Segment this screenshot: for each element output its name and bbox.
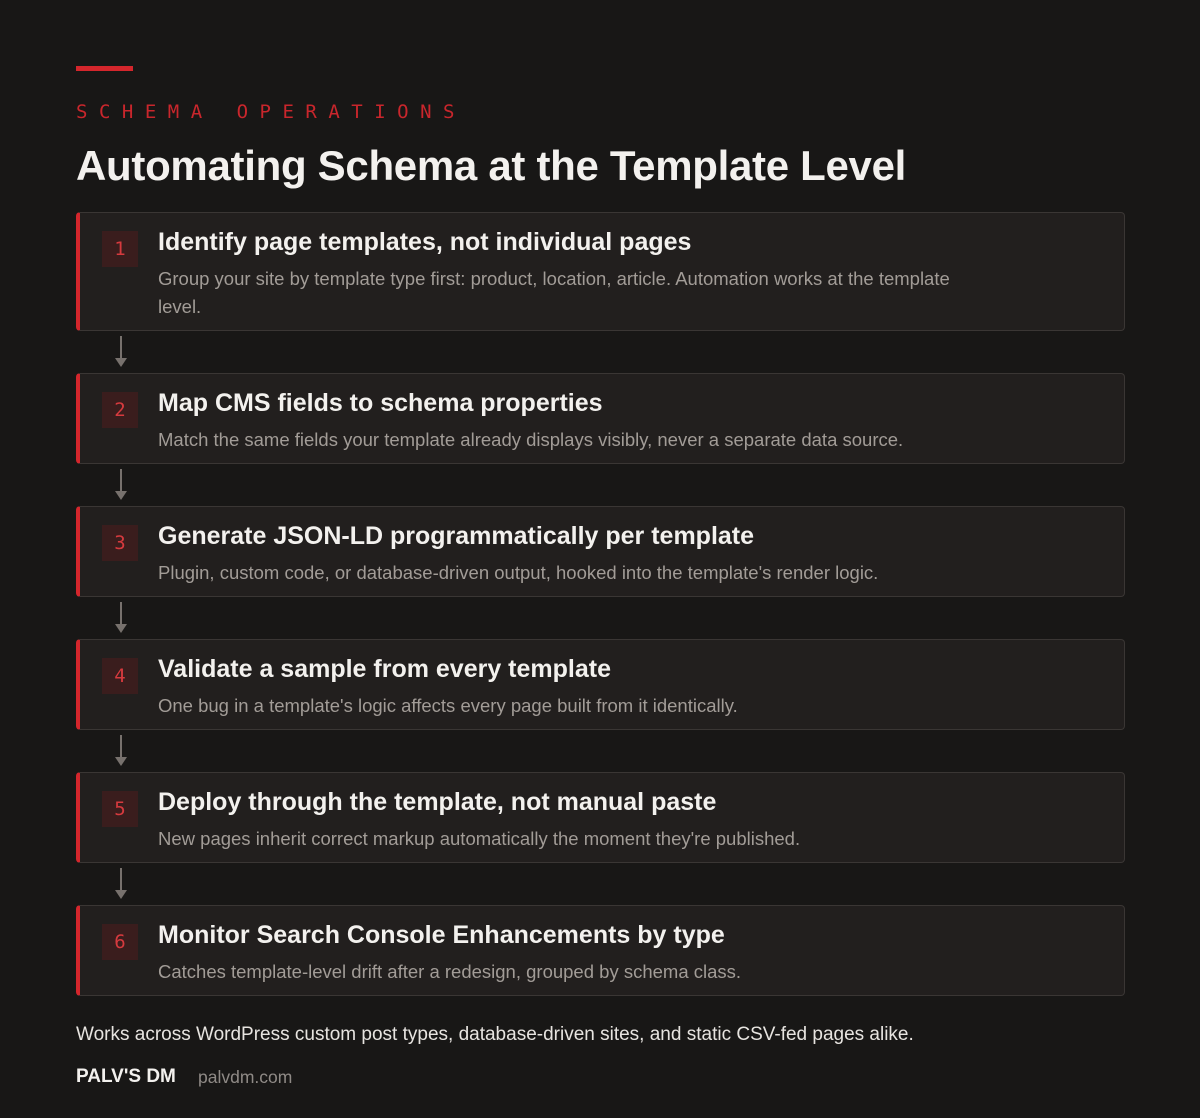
steps-list	[76, 212, 1125, 996]
step-title: Monitor Search Console Enhancements by type	[158, 921, 725, 949]
down-arrow-icon	[76, 597, 1125, 639]
step-card-1	[76, 212, 1125, 331]
accent-bar	[76, 66, 133, 71]
step-card-4	[76, 639, 1125, 730]
footer-note: Works across WordPress custom post types, database-driven sites, and static CSV-fed pages alike.	[76, 1024, 914, 1045]
step-title: Identify page templates, not individual pages	[158, 228, 692, 256]
step-card-5	[76, 772, 1125, 863]
step-number-badge: 6	[102, 924, 138, 960]
step-description: New pages inherit correct markup automatically the moment they're published.	[158, 828, 801, 849]
step-title: Map CMS fields to schema properties	[158, 389, 603, 417]
step-number-badge: 5	[102, 791, 138, 827]
step-description: Catches template-level drift after a redesign, grouped by schema class.	[158, 961, 742, 982]
down-arrow-icon	[76, 331, 1125, 373]
step-number-badge: 3	[102, 525, 138, 561]
brand-name: PALV'S DM	[76, 1066, 176, 1087]
eyebrow-label: SCHEMA OPERATIONS	[76, 101, 466, 123]
page-title: Automating Schema at the Template Level	[76, 142, 907, 189]
step-description: Plugin, custom code, or database-driven output, hooked into the template's render logic.	[158, 562, 879, 583]
step-title: Generate JSON-LD programmatically per template	[158, 522, 755, 550]
step-number-badge: 2	[102, 392, 138, 428]
step-title: Validate a sample from every template	[158, 655, 611, 683]
step-description: Match the same fields your template already displays visibly, never a separate data source.	[158, 429, 904, 450]
step-number-badge: 4	[102, 658, 138, 694]
step-number-badge: 1	[102, 231, 138, 267]
step-card-3	[76, 506, 1125, 597]
down-arrow-icon	[76, 464, 1125, 506]
step-title: Deploy through the template, not manual paste	[158, 788, 717, 816]
step-card-6	[76, 905, 1125, 996]
step-description: Group your site by template type first: product, location, article. Automation works at the template level.	[158, 268, 950, 317]
step-description: One bug in a template's logic affects every page built from it identically.	[158, 695, 738, 716]
down-arrow-icon	[76, 730, 1125, 772]
down-arrow-icon	[76, 863, 1125, 905]
step-card-2	[76, 373, 1125, 464]
brand-url: palvdm.com	[198, 1067, 293, 1087]
